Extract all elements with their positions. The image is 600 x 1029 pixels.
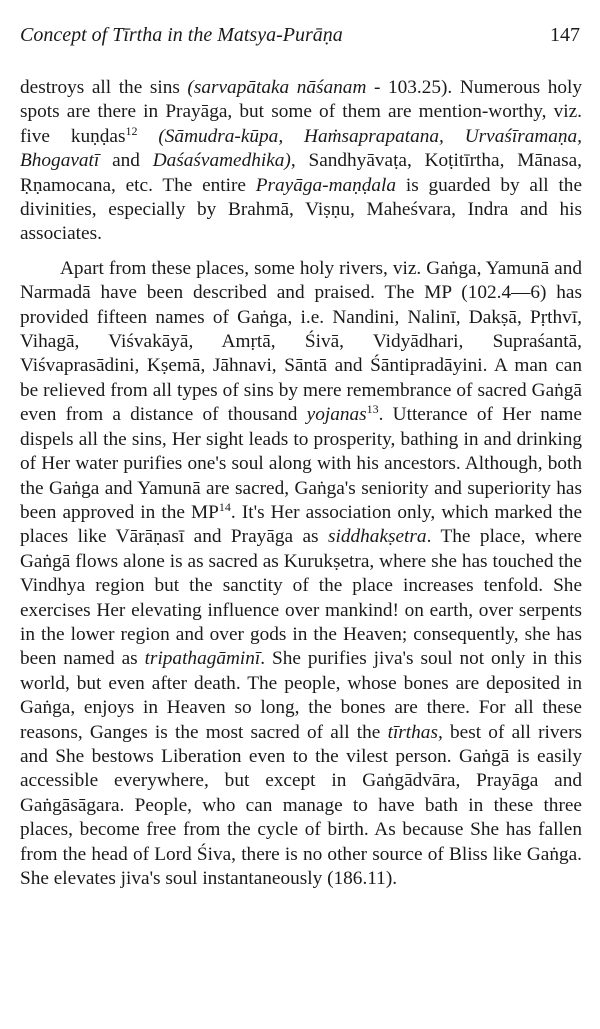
italic-term: (Sāmudra-kūpa, Haṁsaprapatana, Urvaśīramaṇa, Bhogavatī — [20, 125, 583, 172]
running-header — [20, 20, 582, 50]
text-run: . The place, where Gaṅgā flows alone is as sacred as Kurukṣetra, where she has touched the Vindhya region but the sanctity of the place increases tenfold. She exercises Her elevating influence over mankind! on earth, over serpents in the lower region and over gods in the Heaven; consequently, she has been named as — [20, 526, 582, 670]
text-run: - 103.25). Numerous holy spots are there in Prayāga, but some of them are mention-worthy, viz. five kuṇḍas — [20, 77, 582, 147]
text-run: Apart from these places, some holy rivers, viz. Gaṅga, Yamunā and Narmadā have been described and praised. The MP (102.4—6) has provided fifteen names of Gaṅga, i.e. Nandini, Nalinī, Dakṣā, Pṛthvī, Vihagā, Viśvakāyā, Amṛtā, Śivā, Vidyādhari, Supraśantā, Viśvaprasādini, Kṣemā, Jāhnavi, Sāntā and Śāntipradāyini. A man can be relieved from all types of sins by mere remembrance of sacred Gaṅgā even from a distance of thousand — [20, 257, 582, 426]
page-number: 147 — [550, 24, 580, 46]
italic-term: (sarvapātaka nāśanam — [187, 77, 367, 98]
italic-term: Daśaśvamedhika) — [152, 150, 291, 172]
paragraph — [20, 257, 582, 892]
footnote-marker: 13 — [366, 402, 379, 417]
header-title: Concept of Tīrtha in the Matsya-Purāṇa — [20, 24, 343, 46]
text-run: . Utterance of Her name dispels all the sins, Her sight leads to prosperity, bathing in and drinking of Her water purifies one's soul along with his ancestors. Although, both the Gaṅga and Yamunā are sacred, Gaṅga's seniority and superiority has been approved in the MP — [20, 404, 582, 523]
body-text — [20, 76, 582, 891]
paragraph — [20, 76, 582, 247]
footnote-marker: 12 — [125, 123, 138, 138]
italic-term: siddhakṣetra — [328, 526, 427, 548]
text-run: best of all rivers and She bestows Liberation even to the vilest person. Gaṅgā is easily accessible everywhere, but except in Gaṅgādvāra, Prayāga and Gaṅgāsāgara. People, who can manage to have bath in these three places, become free from the cycle of birth. As because She has fallen from the head of Lord Śiva, there is no other source of Bliss like Gaṅga. She elevates jiva's soul instantaneously (186.11). — [20, 721, 582, 889]
text-run — [137, 126, 158, 147]
text-run: destroys all the sins — [20, 77, 188, 98]
book-page — [20, 0, 582, 1029]
text-run: . She purifies jiva's soul not only in this world, but even after death. The people, whose bones are deposited in Gaṅga, enjoys in Heaven so long, the bones are there. For all these reasons, Ganges is the most sacred of all the — [20, 648, 582, 743]
text-run: , Sandhyāvaṭa, Koṭitīrtha, Mānasa, Ṛṇamocana, etc. The entire — [20, 150, 582, 196]
italic-term: tripathagāminī — [144, 648, 261, 670]
text-run: and — [99, 150, 153, 172]
italic-term: tīrthas, — [387, 721, 443, 743]
text-run: . It's Her association only, which marked the places like Vārāṇasī and Prayāga as — [20, 501, 582, 548]
italic-term: yojanas — [306, 404, 367, 426]
footnote-marker: 14 — [218, 499, 231, 514]
text-run: is guarded by all the divinities, especially by Brahmā, Viṣṇu, Maheśvara, Indra and his associates. — [20, 174, 582, 245]
italic-term: Prayāga-maṇḍala — [255, 174, 397, 196]
